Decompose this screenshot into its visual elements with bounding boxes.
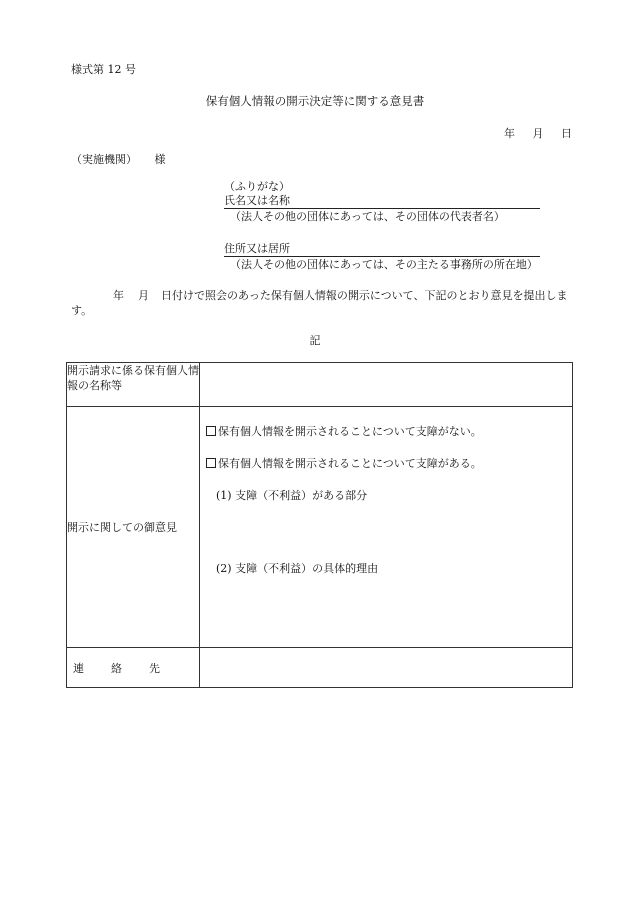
date-year: 年 [504,127,515,140]
recipient-agency: （実施機関） [71,153,137,166]
form-number: 様式第 12 号 [71,63,136,76]
body-month: 月 [138,289,149,302]
checkbox-no-issue-icon[interactable] [206,426,216,436]
row3-input-cell[interactable] [200,648,573,688]
body-year: 年 [113,289,124,302]
option-no-issue-label: 保有個人情報を開示されることについて支障がない。 [218,425,482,438]
body-paragraph [71,288,583,318]
name-field[interactable] [224,194,540,209]
opinion-table [66,362,573,688]
date-day: 日 [561,127,572,140]
address-field[interactable] [224,242,540,257]
row2-label: 開示に関しての御意見 [67,520,177,534]
option-no-issue[interactable] [206,423,482,439]
date-line [500,125,572,141]
row2-opinion-cell [200,407,573,648]
applicant-block [224,180,540,272]
table-row [67,363,573,407]
recipient-line [71,151,166,167]
name-note: （法人その他の団体にあっては、その団体の代表者名） [230,210,505,223]
ki-heading: 記 [309,334,321,347]
document-title: 保有個人情報の開示決定等に関する意見書 [205,94,425,108]
date-month: 月 [532,127,544,140]
table-row [67,407,573,648]
row1-label: 開示請求に係る保有個人情報の名称等 [67,364,199,392]
row3-label: 連 絡 先 [73,661,168,675]
option-issue-label: 保有個人情報を開示されることについて支障がある。 [218,457,482,470]
sub-item-2: (2) 支障（不利益）の具体的理由 [216,562,379,575]
address-label: 住所又は居所 [224,242,290,255]
row3-label-cell [67,648,200,688]
sub-item-1: (1) 支障（不利益）がある部分 [216,489,368,502]
body-text: 日付けで照会のあった保有個人情報の開示について、下記のとおり意見を提出します。 [71,289,568,317]
recipient-honorific: 様 [154,153,166,166]
option-issue[interactable] [206,455,482,471]
row1-input-cell[interactable] [200,363,573,407]
furigana-label: （ふりがな） [224,180,290,193]
name-label: 氏名又は名称 [224,194,290,207]
table-row [67,648,573,688]
address-note: （法人その他の団体にあっては、その主たる事務所の所在地） [230,258,538,271]
row2-label-cell [67,407,200,648]
checkbox-issue-icon[interactable] [206,458,216,468]
row1-label-cell [67,363,200,407]
